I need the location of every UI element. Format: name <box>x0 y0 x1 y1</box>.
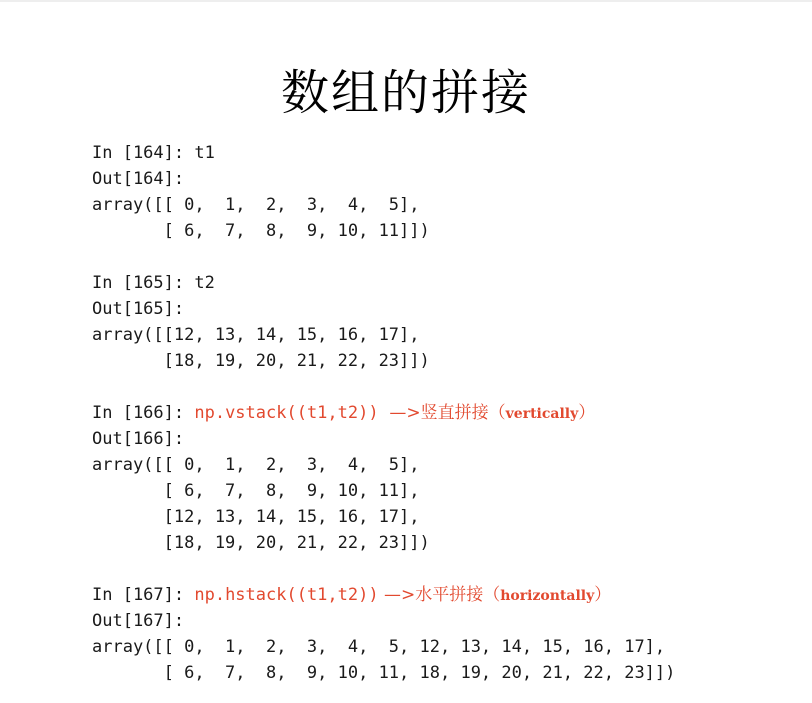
vstack-note-en: vertically <box>505 406 579 422</box>
hstack-note-en: horizontally <box>500 588 595 604</box>
code-cell-165 <box>92 270 804 374</box>
vstack-note-zh: 竖直拼接（ <box>420 403 506 423</box>
output-line: [ 6, 7, 8, 9, 10, 11], <box>92 481 420 501</box>
in-prompt: In [164]: <box>92 143 195 163</box>
vstack-command: np.vstack((t1,t2)) <box>194 403 379 423</box>
output-line: [12, 13, 14, 15, 16, 17], <box>92 507 420 527</box>
code-cell-164 <box>92 140 804 244</box>
in-prompt: In [167]: <box>92 585 195 605</box>
command: t1 <box>194 143 215 163</box>
code-cell-166 <box>92 400 804 556</box>
output-line: [ 6, 7, 8, 9, 10, 11, 18, 19, 20, 21, 22, 23]]) <box>92 663 676 683</box>
vstack-note-close: ） <box>578 403 596 423</box>
input-line <box>92 400 804 426</box>
output-line: array([[12, 13, 14, 15, 16, 17], <box>92 325 420 345</box>
hstack-note-zh: 水平拼接（ <box>415 585 501 605</box>
input-line <box>92 270 804 296</box>
hstack-note-close: ） <box>594 585 612 605</box>
input-line <box>92 582 804 608</box>
in-prompt: In [166]: <box>92 403 195 423</box>
output-line: array([[ 0, 1, 2, 3, 4, 5, 12, 13, 14, 15, 16, 17], <box>92 637 666 657</box>
out-prompt: Out[167]: <box>92 611 185 631</box>
out-prompt: Out[164]: <box>92 169 185 189</box>
in-prompt: In [165]: <box>92 273 195 293</box>
slide-title: 数组的拼接 <box>280 65 531 122</box>
output-line: [18, 19, 20, 21, 22, 23]]) <box>92 533 430 553</box>
output-line: [ 6, 7, 8, 9, 10, 11]]) <box>92 221 430 241</box>
output-line: array([[ 0, 1, 2, 3, 4, 5], <box>92 455 420 475</box>
hstack-command: np.hstack((t1,t2)) <box>194 585 379 605</box>
out-prompt: Out[165]: <box>92 299 185 319</box>
command: t2 <box>194 273 215 293</box>
vstack-arrow: —> <box>378 403 421 423</box>
code-area <box>92 140 804 686</box>
top-strip <box>0 0 812 2</box>
output-line: array([[ 0, 1, 2, 3, 4, 5], <box>92 195 420 215</box>
hstack-arrow: —> <box>378 585 416 605</box>
output-line: [18, 19, 20, 21, 22, 23]]) <box>92 351 430 371</box>
out-prompt: Out[166]: <box>92 429 185 449</box>
input-line <box>92 140 804 166</box>
code-cell-167 <box>92 582 804 686</box>
